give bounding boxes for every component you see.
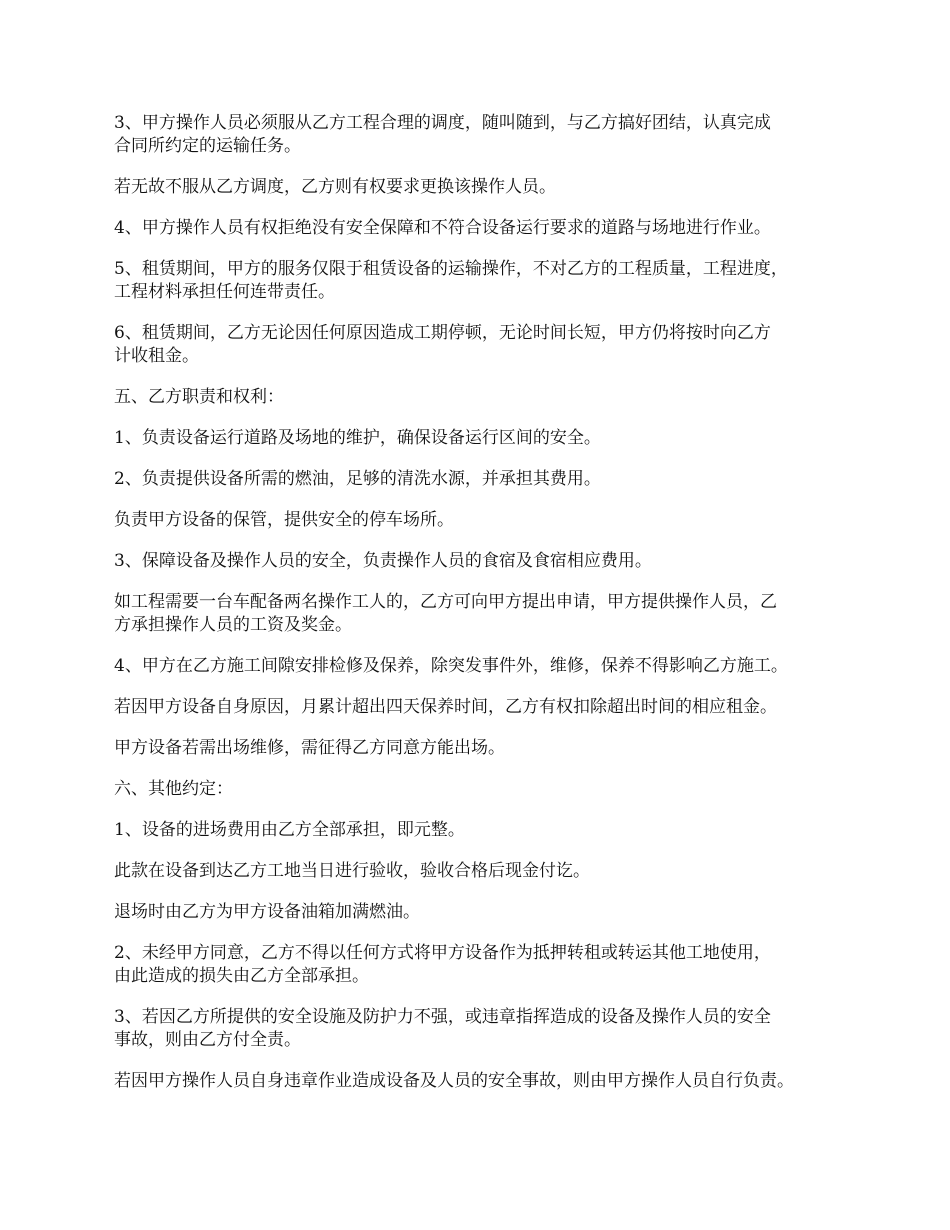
text-line: 3、若因乙方所提供的安全设施及防护力不强，或违章指挥造成的设备及操作人员的安全: [114, 1007, 771, 1027]
paragraph: [114, 258, 854, 304]
text-line: 五、乙方职责和权利：: [114, 387, 284, 407]
paragraph: [114, 176, 854, 199]
paragraph: [114, 112, 854, 158]
paragraph: [114, 509, 854, 532]
section-heading: [114, 386, 854, 409]
paragraph: [114, 942, 854, 988]
text-line: 负责甲方设备的保管，提供安全的停车场所。: [114, 510, 454, 530]
text-line: 4、甲方在乙方施工间隙安排检修及保养，除突发事件外，维修，保养不得影响乙方施工。: [114, 656, 788, 676]
text-line: 甲方设备若需出场维修，需征得乙方同意方能出场。: [114, 738, 505, 758]
paragraph: [114, 550, 854, 573]
paragraph: [114, 1006, 854, 1052]
text-line: 若无故不服从乙方调度，乙方则有权要求更换该操作人员。: [114, 177, 556, 197]
text-line: 2、负责提供设备所需的燃油，足够的清洗水源，并承担其费用。: [114, 469, 601, 489]
text-line: 3、甲方操作人员必须服从乙方工程合理的调度，随叫随到，与乙方搞好团结，认真完成: [114, 113, 771, 133]
text-line: 1、设备的进场费用由乙方全部承担，即元整。: [114, 820, 465, 840]
text-line: 由此造成的损失由乙方全部承担。: [114, 966, 369, 986]
text-line: 计收租金。: [114, 346, 199, 366]
paragraph: [114, 217, 854, 240]
text-line: 4、甲方操作人员有权拒绝没有安全保障和不符合设备运行要求的道路与场地进行作业。: [114, 218, 771, 238]
section-heading: [114, 778, 854, 801]
paragraph: [114, 860, 854, 883]
text-line: 如工程需要一台车配备两名操作工人的，乙方可向甲方提出申请，甲方提供操作人员，乙: [114, 592, 777, 612]
text-line: 6、租赁期间，乙方无论因任何原因造成工期停顿，无论时间长短，甲方仍将按时向乙方: [114, 323, 771, 343]
text-line: 3、保障设备及操作人员的安全，负责操作人员的食宿及食宿相应费用。: [114, 551, 652, 571]
text-line: 5、租赁期间，甲方的服务仅限于租赁设备的运输操作，不对乙方的工程质量，工程进度，: [114, 259, 788, 279]
document-page: [114, 112, 854, 1111]
text-line: 退场时由乙方为甲方设备油箱加满燃油。: [114, 902, 420, 922]
paragraph: [114, 322, 854, 368]
paragraph: [114, 819, 854, 842]
paragraph: [114, 655, 854, 678]
text-line: 此款在设备到达乙方工地当日进行验收，验收合格后现金付讫。: [114, 861, 590, 881]
paragraph: [114, 737, 854, 760]
text-line: 工程材料承担任何连带责任。: [114, 282, 335, 302]
text-line: 1、负责设备运行道路及场地的维护，确保设备运行区间的安全。: [114, 428, 601, 448]
paragraph: [114, 901, 854, 924]
paragraph: [114, 1070, 854, 1093]
paragraph: [114, 696, 854, 719]
paragraph: [114, 427, 854, 450]
text-line: 2、未经甲方同意，乙方不得以任何方式将甲方设备作为抵押转租或转运其他工地使用，: [114, 943, 771, 963]
paragraph: [114, 468, 854, 491]
paragraph: [114, 591, 854, 637]
text-line: 事故，则由乙方付全责。: [114, 1030, 301, 1050]
text-line: 合同所约定的运输任务。: [114, 136, 301, 156]
text-line: 若因甲方设备自身原因，月累计超出四天保养时间，乙方有权扣除超出时间的相应租金。: [114, 697, 777, 717]
text-line: 六、其他约定：: [114, 779, 233, 799]
text-line: 若因甲方操作人员自身违章作业造成设备及人员的安全事故，则由甲方操作人员自行负责。: [114, 1071, 794, 1091]
text-line: 方承担操作人员的工资及奖金。: [114, 615, 352, 635]
